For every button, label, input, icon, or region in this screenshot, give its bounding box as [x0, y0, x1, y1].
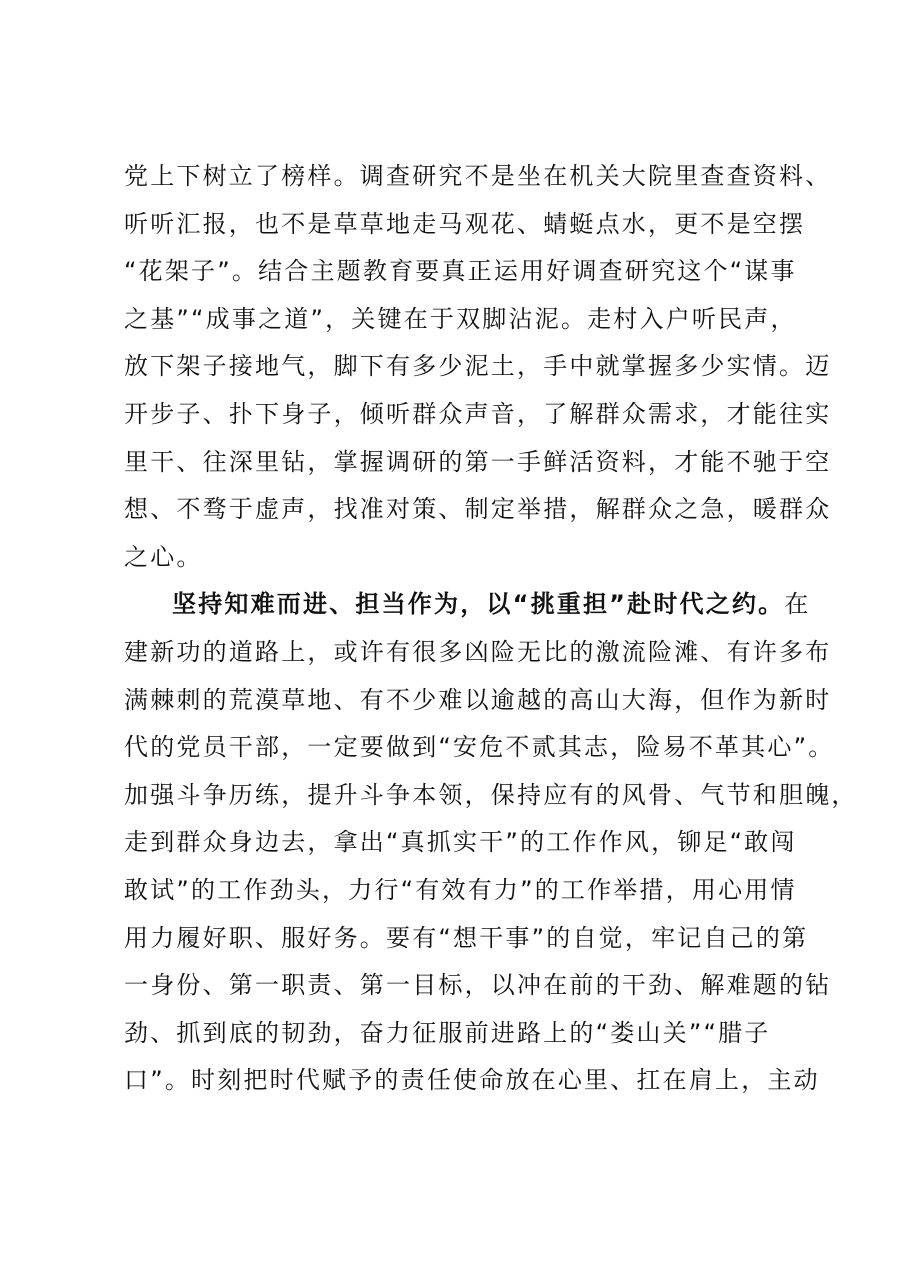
paragraph-1-line: 想、不骛于虚声，找准对策、制定举措，解群众之急，暖群众 [124, 495, 832, 524]
paragraph-2-heading: 坚持知难而进、担当作为，以“挑重担”赴时代之约。 [172, 590, 785, 619]
paragraph-2-line: 加强斗争历练，提升斗争本领，保持应有的风骨、气节和胆魄， [124, 780, 858, 809]
paragraph-2-line: 劲、抓到底的韧劲，奋力征服前进路上的“娄山关”“腊子 [124, 1018, 771, 1047]
paragraph-1 [124, 153, 832, 581]
paragraph-1-line: 里干、往深里钻，掌握调研的第一手鲜活资料，才能不驰于空 [124, 447, 832, 476]
paragraph-2-first-line [124, 581, 814, 629]
paragraph-2-line: 满棘刺的荒漠草地、有不少难以逾越的高山大海，但作为新时 [124, 685, 832, 714]
paragraph-1-line: 开步子、扑下身子，倾听群众声音，了解群众需求，才能往实 [124, 399, 832, 428]
paragraph-2-first-line-rest: 在 [784, 590, 811, 619]
paragraph-1-line: “花架子”。结合主题教育要真正运用好调查研究这个“谋事 [124, 257, 797, 286]
document-body [124, 153, 858, 1105]
paragraph-2-line: 敢试”的工作劲头，力行“有效有力”的工作举措，用心用情 [124, 875, 797, 904]
paragraph-2-line: 一身份、第一职责、第一目标，以冲在前的干劲、解难题的钻 [124, 971, 832, 1000]
paragraph-1-line: 放下架子接地气，脚下有多少泥土，手中就掌握多少实情。迈 [124, 352, 832, 381]
paragraph-2-line: 口”。时刻把时代赋予的责任使命放在心里、扛在肩上，主动 [124, 1066, 820, 1095]
paragraph-1-line: 之心。 [124, 542, 203, 571]
paragraph-1-line: 之基”“成事之道”，关键在于双脚沾泥。走村入户听民声， [124, 304, 797, 333]
paragraph-2-line: 建新功的道路上，或许有很多凶险无比的激流险滩、有许多布 [124, 637, 832, 666]
paragraph-1-line: 听听汇报，也不是草草地走马观花、蜻蜓点水，更不是空摆 [124, 209, 806, 238]
paragraph-2 [124, 581, 858, 1105]
paragraph-2-line: 代的党员干部，一定要做到“安危不贰其志，险易不革其心”。 [124, 733, 835, 762]
paragraph-2-line: 走到群众身边去，拿出“真抓实干”的工作作风，铆足“敢闯 [124, 828, 797, 857]
paragraph-1-line: 党上下树立了榜样。调查研究不是坐在机关大院里查查资料、 [124, 162, 832, 190]
paragraph-2-line: 用力履好职、服好务。要有“想干事”的自觉，牢记自己的第 [124, 923, 809, 952]
